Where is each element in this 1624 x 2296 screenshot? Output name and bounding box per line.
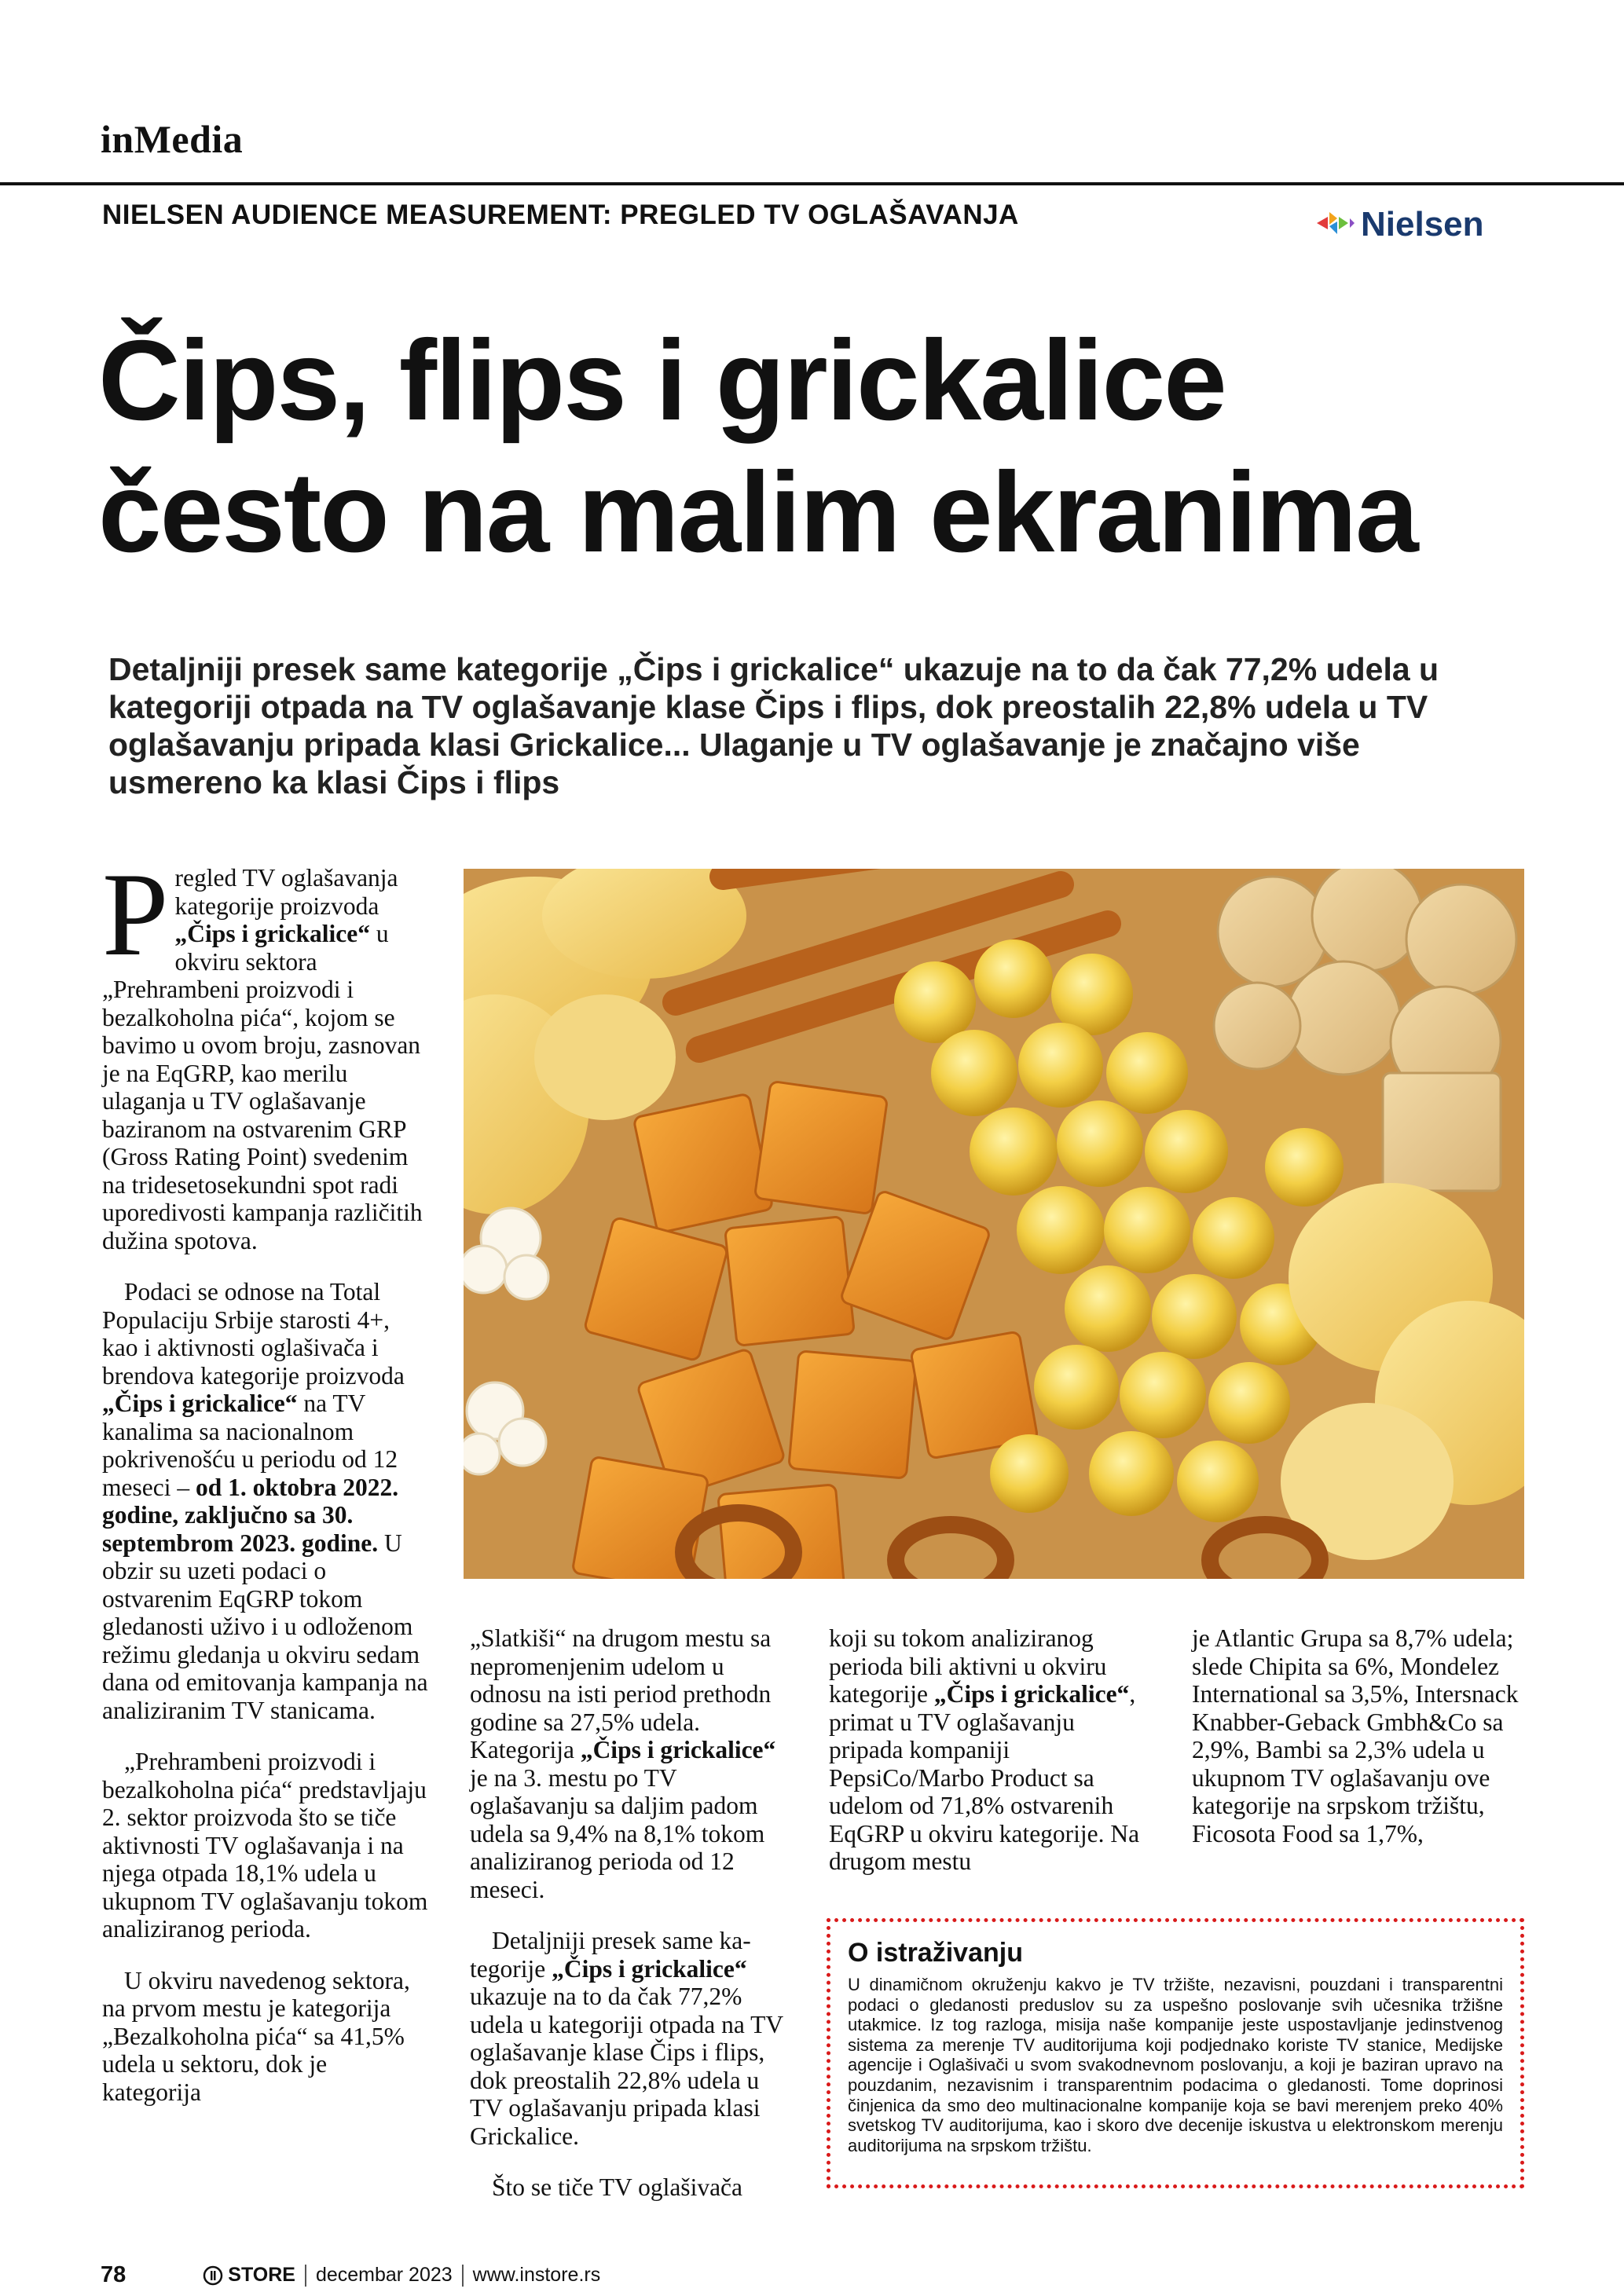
col1-paragraph-3: „Prehrambeni proizvodi i bezalkoholna pića“ predstavljaju 2. sektor proizvoda što se tiče aktivnosti TV oglašavanja i na njega otpada 18,1% udela u ukupnom TV oglašavanju tokom analiziranog perioda. <box>102 1748 428 1943</box>
drop-cap: P <box>102 848 169 980</box>
body-column-1 <box>102 848 429 2129</box>
kicker: NIELSEN AUDIENCE MEASUREMENT: PREGLED TV OGLAŠAVANJA <box>102 200 1019 230</box>
headline <box>98 314 1552 578</box>
page-number: 78 <box>101 2262 126 2287</box>
footer-issue: decembar 2023 <box>315 2264 453 2286</box>
snacks-photo <box>464 869 1524 1579</box>
col1-paragraph-4: U okviru navedenog sektora, na prvom mestu je kategorija „Bezalkoholna pića“ sa 41,5% udela u sektoru, dok je kategorija <box>102 1966 410 2106</box>
body-column-4 <box>1192 1624 1522 1871</box>
headline-line-1: Čips, flips i grickalice <box>98 317 1226 444</box>
about-research-box <box>827 1918 1524 2188</box>
top-divider <box>0 182 1624 185</box>
col4-paragraph-1: je Atlantic Grupa sa 8,7% udela; slede Chipita sa 6%, Mondelez International sa 3,5%, Intersnack Knabber-Geback Gmbh&Co sa 2,9%, Bambi sa 2,3% udela u ukupnom TV oglašavanju ove kategorije na srpskom tržištu, Ficosota Food sa 1,7%, <box>1192 1624 1519 1847</box>
footer-brand-text: STORE <box>228 2264 295 2286</box>
headline-line-2: često na malim ekranima <box>98 449 1417 576</box>
footer-brand <box>203 2264 295 2287</box>
col2-paragraph-1: „Slatkiši“ na drugom mestu sa nepromenjenim udelom u odnosu na isti period prethodn godine sa 27,5% udela. Kategorija „Čips i grickalice“ je na 3. mestu po TV oglašavanju sa daljim padom udela sa 9,4% na 8,1% tokom analiziranog perioda od 12 meseci. <box>470 1624 776 1903</box>
col1-paragraph-1: Pregled TV oglašavanja kategorije proizvoda „Čips i grickalice“ u okviru sektora „Prehrambeni proizvodi i bezalkoholna pića“, kojom se bavimo u ovom broju, zasnovan je na EqGRP, kao merilu ulaganja u TV oglašavanje baziranom na ostvarenim GRP (Gross Rating Point) svedenim na tridesetosekundni spot radi uporedivosti kampanja različitih dužina spotova. <box>102 848 423 1254</box>
col2-paragraph-2: Detaljniji presek same kategorije „Čips i grickalice“ ukazuje na to da čak 77,2% udela u kategoriji otpada na TV oglašavanje klase Čips i flips, dok preostalih 22,8% udela u TV oglašavanju pripada klasi Grickalice. <box>470 1927 783 2150</box>
section-label: inMedia <box>101 117 244 161</box>
col3-paragraph-1: koji su tokom analiziranog perioda bili aktivni u okviru kategorije „Čips i grickalice“, primat u TV oglašavanju pripada kompaniji PepsiCo/Marbo Product sa udelom od 71,8% ostvarenih EqGRP u okviru kategorije. Na drugom mestu <box>829 1624 1140 1875</box>
footer-divider <box>305 2265 306 2287</box>
nielsen-logo <box>1314 201 1534 245</box>
body-column-3 <box>829 1624 1151 1899</box>
page-footer <box>101 2262 600 2288</box>
instore-logo-icon <box>203 2265 223 2286</box>
footer-divider <box>462 2265 464 2287</box>
box-title: O istraživanju <box>848 1938 1023 1968</box>
nielsen-logo-text: Nielsen <box>1361 205 1484 244</box>
box-body: U dinamičnom okruženju kakvo je TV tržište, nezavisni, pouzdani i transparentni podaci o gledanosti preduslov su za uspešno poslovanje svih učesnika tržišne utakmice. Iz tog razloga, misija naše kompanije jeste uspostavljanje jedinstvenog sistema za merenje TV auditorijuma koji podjednako koriste TV stanice, Medijske agencije i Oglašivači u svom svakodnevnom poslovanju, a koji je baziran upravo na pouzdanim, nezavisnim i transparentnim podacima o gledanosti. Tome doprinosi činjenica da smo deo multinacionalne kompanije koja se bavi merenjem preko 40% svetskog TV auditorijuma, kao i skoro dve decenije iskustva u elektronskom merenju auditorijuma na srpskom tržištu. <box>848 1975 1503 2155</box>
col1-paragraph-2: Podaci se odnose na Total Populaciju Srbije starosti 4+, kao i aktivnosti oglašivača i brendova kategorije proizvoda „Čips i grickalice“ na TV kanalima sa nacionalnom pokrivenošću u periodu od 12 meseci – od 1. oktobra 2022. godine, zaključno sa 30. septembrom 2023. godine. U obzir su uzeti podaci o ostvarenim EqGRP tokom gledanosti uživo i u odloženom režimu gledanja u okviru sedam dana od emitovanja kampanja na analiziranim TV stanicama. <box>102 1278 428 1724</box>
col2-paragraph-3: Što se tiče TV oglašivača <box>492 2173 743 2201</box>
lead-paragraph: Detaljniji presek same kategorije „Čips i grickalice“ ukazuje na to da čak 77,2% udela u kategoriji otpada na TV oglašavanje klase Čips i flips, dok preostalih 22,8% udela u TV oglašavanju pripada klasi Grickalice... Ulaganje u TV oglašavanje je značajno više usmereno ka klasi Čips i flips <box>108 651 1439 800</box>
footer-url[interactable]: www.instore.rs <box>472 2264 601 2286</box>
nielsen-logo-mark-icon <box>1314 201 1534 245</box>
body-column-2 <box>470 1624 784 2225</box>
